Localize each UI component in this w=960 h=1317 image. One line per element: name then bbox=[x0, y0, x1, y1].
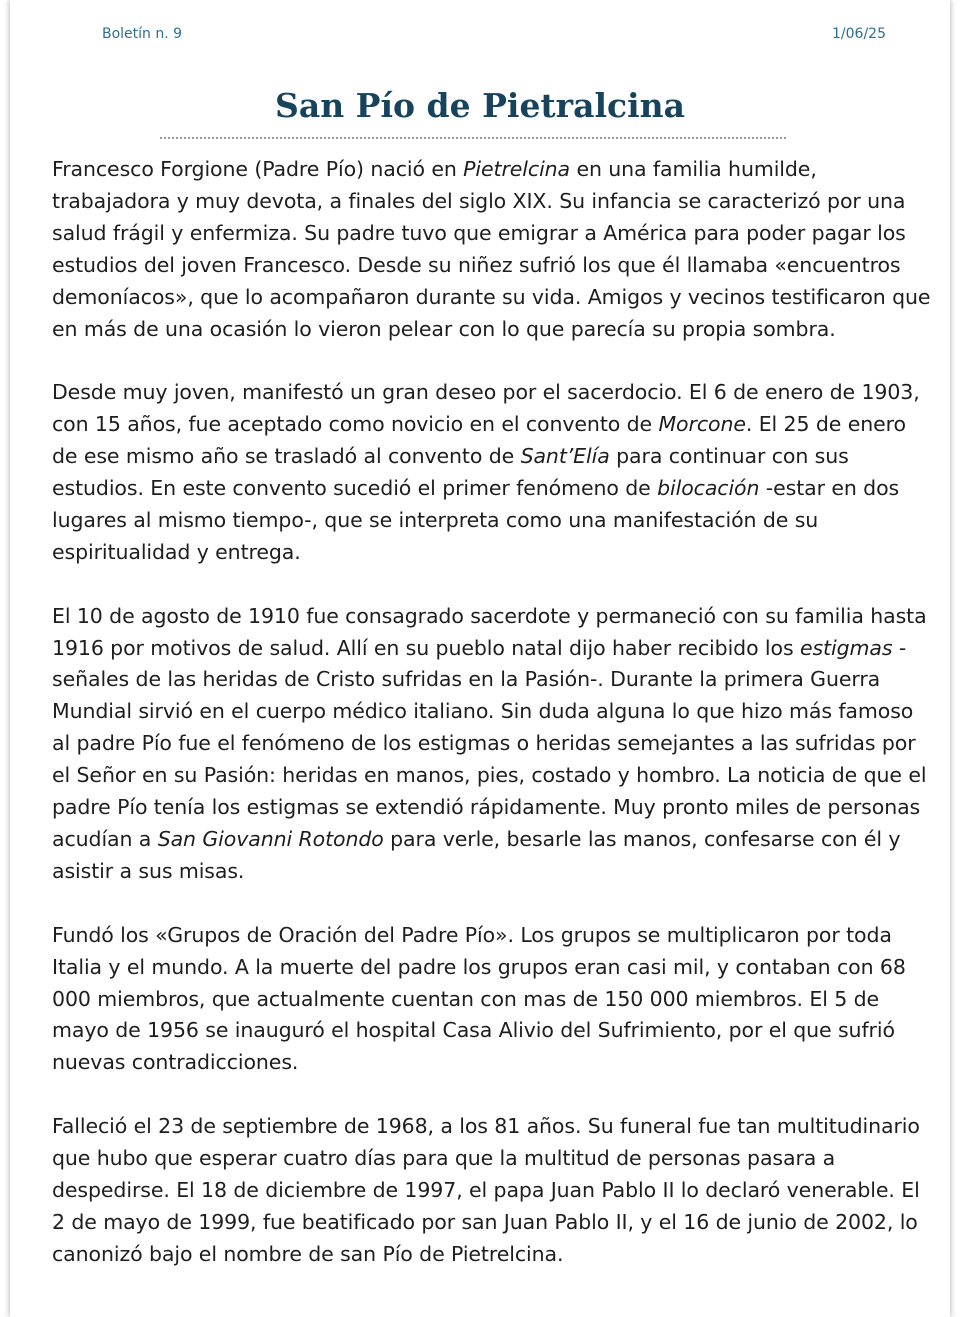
paragraph-vocation: Desde muy joven, manifestó un gran deseo por el sacerdocio. El 6 de enero de 1903, con 15 años, fue aceptado como novicio en el convento de Morcone. El 25 de enero de ese mismo año se trasladó al convento de Sant’Elía para continuar con sus estudios. En este convento sucedió el primer fenómeno de bilocación -estar en dos lugares al mismo tiempo-, que se interpreta como una manifestación de su espiritualidad y entrega. bbox=[52, 380, 920, 564]
article-body bbox=[52, 154, 932, 1271]
place-name: San Giovanni Rotondo bbox=[157, 827, 384, 851]
paragraph-early-life: Francesco Forgione (Padre Pío) nació en Pietrelcina en una familia humilde, trabajadora y muy devota, a finales del siglo XIX. Su infancia se caracterizó por una salud frágil y enfermiza. Su padre tuvo que emigrar a América para poder pagar los estudios del joven Francesco. Desde su niñez sufrió los que él llamaba «encuentros demoníacos», que lo acompañaron durante su vida. Amigos y vecinos testificaron que en más de una ocasión lo vieron pelear con lo que parecía su propia sombra. bbox=[52, 157, 931, 341]
place-name: Pietrelcina bbox=[463, 157, 571, 181]
document-page bbox=[10, 0, 950, 1317]
page-header bbox=[10, 26, 950, 46]
paragraph-death-canonization: Falleció el 23 de septiembre de 1968, a los 81 años. Su funeral fue tan multitudinario que hubo que esperar cuatro días para que la multitud de personas pasara a despedirse. El 18 de diciembre de 1997, el papa Juan Pablo II lo declaró venerable. El 2 de mayo de 1999, fue beatificado por san Juan Pablo II, y el 16 de junio de 2002, lo canonizó bajo el nombre de san Pío de Pietrelcina. bbox=[52, 1114, 920, 1266]
page-title: San Pío de Pietralcina bbox=[274, 86, 685, 125]
paragraph-stigmata: El 10 de agosto de 1910 fue consagrado sacerdote y permaneció con su familia hasta 1916 por motivos de salud. Allí en su pueblo natal dijo haber recibido los estigmas -señales de las heridas de Cristo sufridas en la Pasión-. Durante la primera Guerra Mundial sirvió en el cuerpo médico italiano. Sin duda alguna lo que hizo más famoso al padre Pío fue el fenómeno de los estigmas o heridas semejantes a las sufridas por el Señor en su Pasión: heridas en manos, pies, costado y hombro. La noticia de que el padre Pío tenía los estigmas se extendió rápidamente. Muy pronto miles de personas acudían a San Giovanni Rotondo para verle, besarle las manos, confesarse con él y asistir a sus misas. bbox=[52, 603, 927, 883]
paragraph-prayer-groups: Fundó los «Grupos de Oración del Padre Pío». Los grupos se multiplicaron por toda Italia y el mundo. A la muerte del padre los grupos eran casi mil, y contaban con 68 000 miembros, que actualmente cuentan con mas de 150 000 miembros. El 5 de mayo de 1956 se inauguró el hospital Casa Alivio del Sufrimiento, por el que sufrió nuevas contradicciones. bbox=[52, 922, 906, 1075]
dotted-divider bbox=[160, 137, 786, 139]
issue-date: 1/06/25 bbox=[832, 26, 886, 42]
term-italic: bilocación bbox=[657, 476, 760, 501]
term-italic: estigmas bbox=[799, 635, 893, 660]
place-name: Morcone bbox=[658, 412, 746, 437]
issue-number: Boletín n. 9 bbox=[102, 26, 183, 42]
place-name: Sant’Elía bbox=[520, 444, 610, 469]
